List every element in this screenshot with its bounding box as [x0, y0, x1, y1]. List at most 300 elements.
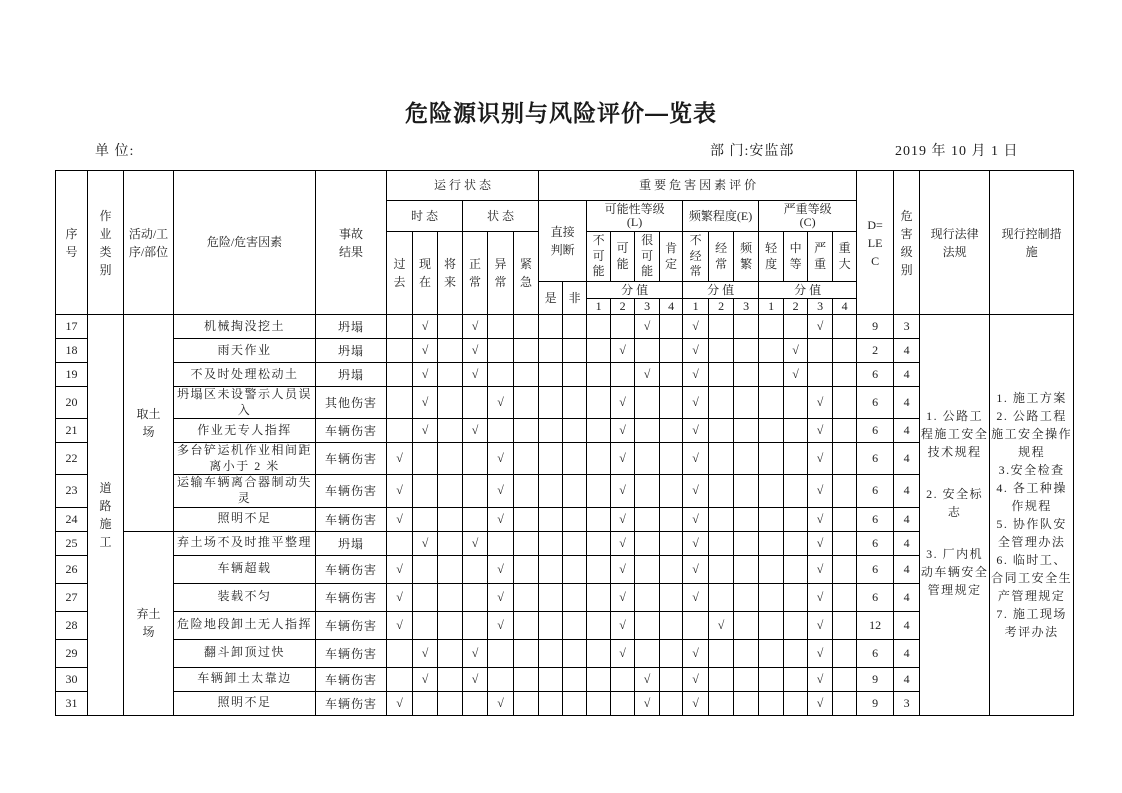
tick-cell-normal: [463, 387, 488, 419]
tick-cell-c3: √: [808, 419, 833, 443]
tick-cell-past: [387, 339, 413, 363]
tick-cell-normal: [463, 583, 488, 611]
result-cell: 坍塌: [316, 315, 387, 339]
tick-cell-l4: [660, 315, 683, 339]
tick-cell-l2: √: [611, 443, 635, 475]
tick-cell-yes: [539, 387, 563, 419]
hazard-cell: 多台铲运机作业相间距离小于 2 米: [174, 443, 316, 475]
tick-cell-l4: [660, 611, 683, 639]
tick-cell-l3: [635, 531, 660, 555]
header-tense-past: 过去: [387, 232, 413, 315]
tick-cell-yes: [539, 443, 563, 475]
tick-cell-yes: [539, 419, 563, 443]
dlec-value: 6: [857, 387, 894, 419]
tick-cell-yes: [539, 507, 563, 531]
tick-cell-c3: √: [808, 639, 833, 667]
tick-cell-c4: [833, 691, 857, 715]
tick-cell-c2: [784, 667, 808, 691]
dlec-value: 6: [857, 583, 894, 611]
tick-cell-l3: [635, 555, 660, 583]
header-running-state: 运 行 状 态: [387, 171, 539, 201]
header-state-abnormal: 异常: [488, 232, 514, 315]
header-e1: 1: [683, 299, 709, 315]
tick-cell-no: [563, 443, 587, 475]
header-possibility: 可能性等级 (L): [587, 201, 683, 232]
tick-cell-present: √: [413, 339, 438, 363]
tick-cell-l1: [587, 555, 611, 583]
tick-cell-present: √: [413, 315, 438, 339]
tick-cell-c1: [759, 507, 784, 531]
tick-cell-urgent: [514, 443, 539, 475]
dlec-value: 12: [857, 611, 894, 639]
tick-cell-l1: [587, 639, 611, 667]
tick-cell-abnormal: [488, 363, 514, 387]
department-label: 部 门:安监部: [710, 144, 795, 159]
row-number: 22: [56, 443, 88, 475]
tick-cell-l3: [635, 611, 660, 639]
tick-cell-present: [413, 611, 438, 639]
tick-cell-future: [438, 475, 463, 507]
header-result: 事故结果: [316, 171, 387, 315]
tick-cell-l3: [635, 443, 660, 475]
tick-cell-abnormal: √: [488, 475, 514, 507]
row-number: 28: [56, 611, 88, 639]
activity-cell: 弃土场: [124, 531, 174, 715]
tick-cell-c4: [833, 339, 857, 363]
header-evaluation: 重 要 危 害 因 素 评 价: [539, 171, 857, 201]
tick-cell-present: [413, 555, 438, 583]
control-item: 5. 协作队安全管理办法: [996, 516, 1067, 549]
dlec-value: 6: [857, 475, 894, 507]
level-value: 4: [894, 339, 920, 363]
tick-cell-abnormal: [488, 339, 514, 363]
tick-cell-abnormal: √: [488, 387, 514, 419]
tick-cell-c3: √: [808, 387, 833, 419]
tick-cell-c4: [833, 419, 857, 443]
level-value: 4: [894, 667, 920, 691]
tick-cell-past: [387, 667, 413, 691]
tick-cell-l1: [587, 419, 611, 443]
tick-cell-yes: [539, 475, 563, 507]
tick-cell-l2: [611, 315, 635, 339]
tick-cell-yes: [539, 555, 563, 583]
header-hazard-level: 危害级别: [894, 171, 920, 315]
tick-cell-c4: [833, 611, 857, 639]
hazard-cell: 作业无专人指挥: [174, 419, 316, 443]
tick-cell-future: [438, 555, 463, 583]
dlec-value: 9: [857, 667, 894, 691]
tick-cell-l4: [660, 639, 683, 667]
tick-cell-e1: √: [683, 419, 709, 443]
tick-cell-l1: [587, 475, 611, 507]
result-cell: 车辆伤害: [316, 443, 387, 475]
tick-cell-abnormal: [488, 419, 514, 443]
tick-cell-e3: [734, 583, 759, 611]
tick-cell-l2: √: [611, 639, 635, 667]
tick-cell-e1: √: [683, 315, 709, 339]
tick-cell-no: [563, 387, 587, 419]
tick-cell-abnormal: √: [488, 555, 514, 583]
control-item: 3.安全检查: [998, 462, 1065, 477]
control-item: 4. 各工种操作规程: [996, 480, 1067, 513]
tick-cell-urgent: [514, 611, 539, 639]
tick-cell-urgent: [514, 555, 539, 583]
row-number: 21: [56, 419, 88, 443]
tick-cell-e2: [709, 507, 734, 531]
tick-cell-l4: [660, 387, 683, 419]
tick-cell-e1: √: [683, 667, 709, 691]
tick-cell-c3: √: [808, 691, 833, 715]
tick-cell-c1: [759, 339, 784, 363]
row-number: 29: [56, 639, 88, 667]
level-value: 4: [894, 583, 920, 611]
header-l4: 4: [660, 299, 683, 315]
control-item: 6. 临时工、合同工安全生产管理规定: [991, 552, 1073, 603]
tick-cell-e2: [709, 339, 734, 363]
dlec-value: 6: [857, 443, 894, 475]
tick-cell-l2: √: [611, 583, 635, 611]
header-c1: 1: [759, 299, 784, 315]
tick-cell-l1: [587, 443, 611, 475]
tick-cell-urgent: [514, 583, 539, 611]
hazard-cell: 坍塌区未设警示人员误入: [174, 387, 316, 419]
tick-cell-yes: [539, 667, 563, 691]
tick-cell-e3: [734, 475, 759, 507]
tick-cell-l4: [660, 443, 683, 475]
tick-cell-e3: [734, 387, 759, 419]
header-dlec: D=LEC: [857, 171, 894, 315]
tick-cell-yes: [539, 363, 563, 387]
dlec-value: 2: [857, 339, 894, 363]
tick-cell-c4: [833, 531, 857, 555]
tick-cell-l2: √: [611, 507, 635, 531]
control-item: 2. 公路工程施工安全操作规程: [991, 408, 1073, 459]
tick-cell-c1: [759, 475, 784, 507]
tick-cell-abnormal: √: [488, 691, 514, 715]
tick-cell-c1: [759, 531, 784, 555]
tick-cell-abnormal: [488, 639, 514, 667]
tick-cell-e2: [709, 691, 734, 715]
tick-cell-c3: √: [808, 667, 833, 691]
tick-cell-e1: √: [683, 363, 709, 387]
tick-cell-l3: √: [635, 363, 660, 387]
tick-cell-l2: √: [611, 611, 635, 639]
tick-cell-no: [563, 691, 587, 715]
header-c-major: 重大: [833, 232, 857, 282]
tick-cell-c2: [784, 419, 808, 443]
tick-cell-past: [387, 387, 413, 419]
tick-cell-c1: [759, 363, 784, 387]
tick-cell-e1: √: [683, 387, 709, 419]
tick-cell-c1: [759, 667, 784, 691]
tick-cell-present: √: [413, 667, 438, 691]
page-title: 危险源识别与风险评价—览表: [405, 100, 717, 126]
tick-cell-e1: √: [683, 639, 709, 667]
tick-cell-l1: [587, 387, 611, 419]
header-l-impossible: 不可能: [587, 232, 611, 282]
tick-cell-past: √: [387, 475, 413, 507]
tick-cell-e3: [734, 667, 759, 691]
tick-cell-e3: [734, 611, 759, 639]
tick-cell-past: √: [387, 443, 413, 475]
tick-cell-c4: [833, 363, 857, 387]
tick-cell-future: [438, 419, 463, 443]
header-e2: 2: [709, 299, 734, 315]
tick-cell-c2: [784, 555, 808, 583]
level-value: 4: [894, 443, 920, 475]
dlec-value: 6: [857, 639, 894, 667]
table-header: [56, 171, 1074, 315]
tick-cell-l2: √: [611, 531, 635, 555]
tick-cell-e2: [709, 639, 734, 667]
tick-cell-normal: [463, 691, 488, 715]
tick-cell-c3: √: [808, 443, 833, 475]
tick-cell-c3: √: [808, 611, 833, 639]
tick-cell-past: √: [387, 691, 413, 715]
tick-cell-abnormal: √: [488, 507, 514, 531]
table-row: [56, 315, 1074, 339]
tick-cell-c2: [784, 443, 808, 475]
tick-cell-c3: √: [808, 555, 833, 583]
level-value: 4: [894, 611, 920, 639]
tick-cell-c1: [759, 443, 784, 475]
tick-cell-l1: [587, 667, 611, 691]
tick-cell-past: [387, 639, 413, 667]
tick-cell-c2: [784, 611, 808, 639]
tick-cell-urgent: [514, 531, 539, 555]
tick-cell-present: [413, 583, 438, 611]
tick-cell-l4: [660, 339, 683, 363]
tick-cell-c1: [759, 691, 784, 715]
tick-cell-urgent: [514, 315, 539, 339]
tick-cell-future: [438, 667, 463, 691]
hazard-cell: 车辆超载: [174, 555, 316, 583]
date-label: 2019 年 10 月 1 日: [895, 144, 1019, 159]
result-cell: 车辆伤害: [316, 639, 387, 667]
tick-cell-present: √: [413, 531, 438, 555]
header-state-urgent: 紧急: [514, 232, 539, 315]
tick-cell-past: [387, 531, 413, 555]
tick-cell-no: [563, 611, 587, 639]
tick-cell-l1: [587, 611, 611, 639]
tick-cell-c4: [833, 475, 857, 507]
tick-cell-no: [563, 339, 587, 363]
tick-cell-future: [438, 387, 463, 419]
header-state-normal: 正常: [463, 232, 488, 315]
tick-cell-future: [438, 583, 463, 611]
tick-cell-urgent: [514, 507, 539, 531]
tick-cell-normal: √: [463, 419, 488, 443]
law-item: 1. 公路工程施工安全技术规程: [920, 408, 989, 459]
tick-cell-e3: [734, 555, 759, 583]
dlec-value: 6: [857, 363, 894, 387]
tick-cell-c4: [833, 583, 857, 611]
tick-cell-l1: [587, 691, 611, 715]
tick-cell-c2: √: [784, 339, 808, 363]
tick-cell-normal: √: [463, 667, 488, 691]
row-number: 30: [56, 667, 88, 691]
tick-cell-no: [563, 639, 587, 667]
header-controls: 现行控制措施: [990, 171, 1074, 315]
tick-cell-future: [438, 611, 463, 639]
row-number: 26: [56, 555, 88, 583]
tick-cell-past: √: [387, 583, 413, 611]
header-laws: 现行法律法规: [920, 171, 990, 315]
tick-cell-e2: [709, 387, 734, 419]
controls-cell: [990, 315, 1074, 716]
header-l-very-possible: 很可能: [635, 232, 660, 282]
tick-cell-normal: [463, 475, 488, 507]
tick-cell-l2: [611, 691, 635, 715]
tick-cell-e2: [709, 443, 734, 475]
tick-cell-present: [413, 443, 438, 475]
tick-cell-l1: [587, 315, 611, 339]
tick-cell-e3: [734, 507, 759, 531]
tick-cell-c2: [784, 691, 808, 715]
level-value: 4: [894, 475, 920, 507]
tick-cell-c1: [759, 583, 784, 611]
tick-cell-urgent: [514, 387, 539, 419]
tick-cell-l1: [587, 583, 611, 611]
tick-cell-yes: [539, 315, 563, 339]
header-frequency: 频繁程度(E): [683, 201, 759, 232]
tick-cell-c2: [784, 583, 808, 611]
tick-cell-abnormal: √: [488, 611, 514, 639]
dlec-value: 6: [857, 507, 894, 531]
header-l-possible: 可能: [611, 232, 635, 282]
dlec-value: 6: [857, 555, 894, 583]
tick-cell-l4: [660, 419, 683, 443]
header-category: 作业类别: [88, 171, 124, 315]
tick-cell-e1: √: [683, 583, 709, 611]
header-e-not-often: 不经常: [683, 232, 709, 282]
header-state: 状 态: [463, 201, 539, 232]
tick-cell-e2: [709, 667, 734, 691]
tick-cell-past: √: [387, 507, 413, 531]
tick-cell-l4: [660, 475, 683, 507]
tick-cell-present: √: [413, 419, 438, 443]
tick-cell-c1: [759, 387, 784, 419]
tick-cell-c4: [833, 387, 857, 419]
tick-cell-future: [438, 639, 463, 667]
result-cell: 车辆伤害: [316, 611, 387, 639]
result-cell: 坍塌: [316, 363, 387, 387]
tick-cell-yes: [539, 691, 563, 715]
dlec-value: 6: [857, 419, 894, 443]
header-c2: 2: [784, 299, 808, 315]
tick-cell-future: [438, 443, 463, 475]
tick-cell-c4: [833, 507, 857, 531]
law-item: 2. 安全标志: [926, 486, 984, 519]
tick-cell-l4: [660, 583, 683, 611]
tick-cell-e2: [709, 315, 734, 339]
tick-cell-c3: √: [808, 315, 833, 339]
row-number: 31: [56, 691, 88, 715]
tick-cell-normal: [463, 611, 488, 639]
header-e-score: 分 值: [683, 282, 759, 299]
tick-cell-abnormal: √: [488, 443, 514, 475]
tick-cell-e3: [734, 315, 759, 339]
hazard-cell: 危险地段卸土无人指挥: [174, 611, 316, 639]
tick-cell-present: √: [413, 387, 438, 419]
result-cell: 车辆伤害: [316, 419, 387, 443]
tick-cell-no: [563, 531, 587, 555]
tick-cell-e1: √: [683, 443, 709, 475]
tick-cell-c3: [808, 363, 833, 387]
header-l-certain: 肯定: [660, 232, 683, 282]
tick-cell-l3: [635, 583, 660, 611]
tick-cell-normal: √: [463, 339, 488, 363]
tick-cell-l4: [660, 667, 683, 691]
tick-cell-c4: [833, 639, 857, 667]
header-l2: 2: [611, 299, 635, 315]
dlec-value: 6: [857, 531, 894, 555]
control-item: 1. 施工方案: [996, 390, 1067, 405]
tick-cell-normal: √: [463, 639, 488, 667]
hazard-cell: 装载不匀: [174, 583, 316, 611]
tick-cell-present: [413, 475, 438, 507]
tick-cell-l2: √: [611, 339, 635, 363]
tick-cell-past: [387, 419, 413, 443]
result-cell: 车辆伤害: [316, 583, 387, 611]
tick-cell-c1: [759, 555, 784, 583]
tick-cell-no: [563, 363, 587, 387]
control-item: 7. 施工现场考评办法: [996, 606, 1067, 639]
tick-cell-future: [438, 531, 463, 555]
tick-cell-past: √: [387, 611, 413, 639]
tick-cell-e3: [734, 339, 759, 363]
tick-cell-urgent: [514, 363, 539, 387]
row-number: 20: [56, 387, 88, 419]
header-hazard: 危险/危害因素: [174, 171, 316, 315]
tick-cell-no: [563, 419, 587, 443]
tick-cell-normal: [463, 443, 488, 475]
level-value: 4: [894, 531, 920, 555]
result-cell: 车辆伤害: [316, 507, 387, 531]
tick-cell-no: [563, 667, 587, 691]
tick-cell-l4: [660, 507, 683, 531]
tick-cell-e3: [734, 443, 759, 475]
tick-cell-c2: [784, 387, 808, 419]
tick-cell-c3: [808, 339, 833, 363]
tick-cell-future: [438, 691, 463, 715]
table-body: [56, 315, 1074, 716]
header-no: 非: [563, 282, 587, 315]
level-value: 4: [894, 363, 920, 387]
tick-cell-c2: [784, 507, 808, 531]
tick-cell-e3: [734, 363, 759, 387]
tick-cell-present: √: [413, 639, 438, 667]
header-severity: 严重等级 (C): [759, 201, 857, 232]
tick-cell-future: [438, 363, 463, 387]
tick-cell-urgent: [514, 691, 539, 715]
tick-cell-e2: √: [709, 611, 734, 639]
tick-cell-c1: [759, 315, 784, 339]
tick-cell-yes: [539, 583, 563, 611]
tick-cell-e2: [709, 555, 734, 583]
header-c-light: 轻度: [759, 232, 784, 282]
tick-cell-e2: [709, 419, 734, 443]
tick-cell-e1: √: [683, 691, 709, 715]
header-tense-present: 现在: [413, 232, 438, 315]
tick-cell-l2: √: [611, 419, 635, 443]
level-value: 4: [894, 419, 920, 443]
row-number: 18: [56, 339, 88, 363]
tick-cell-l4: [660, 531, 683, 555]
tick-cell-l2: √: [611, 475, 635, 507]
tick-cell-l4: [660, 363, 683, 387]
tick-cell-l2: [611, 363, 635, 387]
